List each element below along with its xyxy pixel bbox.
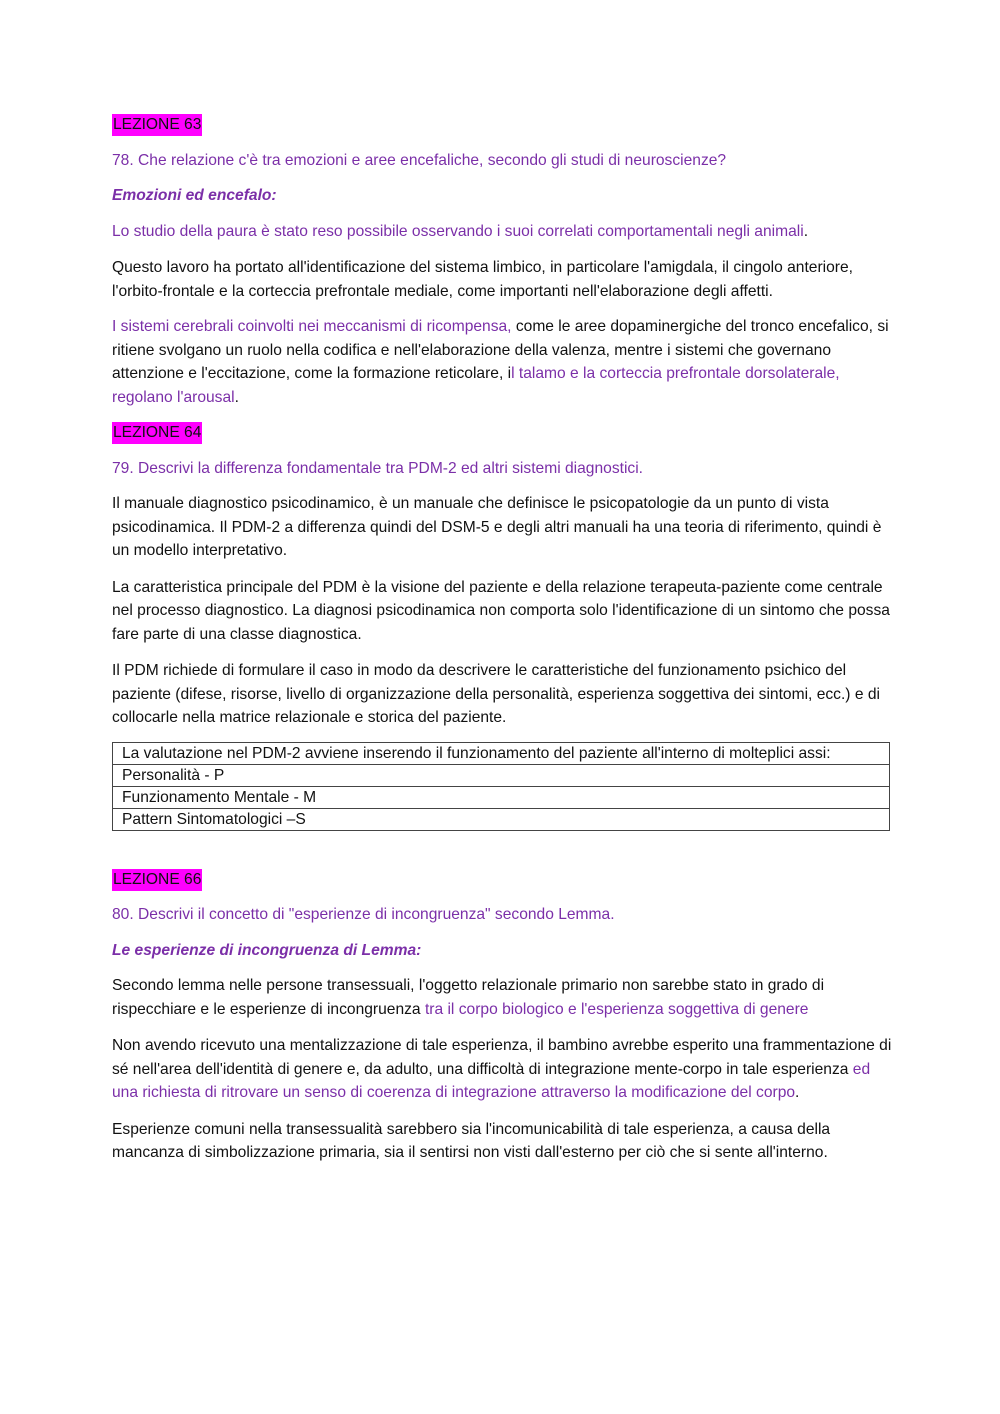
table-cell: Pattern Sintomatologici –S [113, 808, 890, 830]
assi-table [112, 742, 890, 831]
question-80: 80. Descrivi il concetto di "esperienze di incongruenza" secondo Lemma. [112, 906, 615, 923]
paragraph-mentalizzazione-highlight: ed una richiesta di ritrovare un senso di coerenza di integrazione attraverso la modificazione del corpo [112, 1060, 871, 1101]
paragraph-lemma [112, 974, 892, 1021]
paragraph-ricompensa [112, 315, 892, 409]
heading-esperienze-incongruenza: Le esperienze di incongruenza di Lemma: [112, 941, 422, 959]
paragraph-ricompensa-highlight-1: I sistemi cerebrali coinvolti nei meccanismi di ricompensa, [112, 318, 512, 335]
paragraph-sistema-limbico: Questo lavoro ha portato all'identificazione del sistema limbico, in particolare l'amigdala, il cingolo anteriore, l'orbito-frontale e la corteccia prefrontale mediale, come importanti nell'elaborazione degli affetti. [112, 259, 853, 300]
paragraph-paura-highlight: Lo studio della paura è stato reso possibile osservando i suoi correlati comportamentali negli animali [112, 222, 804, 240]
paragraph-mentalizzazione-body: Non avendo ricevuto una mentalizzazione di tale esperienza, il bambino avrebbe esperito una frammentazione di sé nell'area dell'identità di genere e, da adulto, una difficoltà di integrazione mente-corpo in tale esperienza [112, 1037, 892, 1078]
table-row [113, 808, 890, 830]
paragraph-ricompensa-body: come le aree dopaminergiche del tronco encefalico, si ritiene svolgano un ruolo nella codifica e nell'elaborazione della valenza, mentre i sistemi che governano attenzione e l'eccitazione, come la formazione reticolare, i [112, 318, 889, 382]
paragraph-caratteristica: La caratteristica principale del PDM è la visione del paziente e della relazione terapeuta-paziente come centrale nel processo diagnostico. La diagnosi psicodinamica non comporta solo l'identificazione di un sintomo che possa fare parte di una classe diagnostica. [112, 578, 890, 643]
lesson-66-section [112, 868, 892, 892]
lesson-64-section [112, 421, 892, 445]
paragraph-ricompensa-end: . [234, 388, 239, 406]
table-row [113, 786, 890, 808]
paragraph-mentalizzazione [112, 1034, 892, 1105]
heading-emozioni-encefalo: Emozioni ed encefalo: [112, 187, 277, 204]
paragraph-esperienze-comuni: Esperienze comuni nella transessualità sarebbero sia l'incomunicabilità di tale esperienza, a causa della mancanza di simbolizzazione primaria, sia il sentirsi non visti dall'esterno per ciò che si sente all'interno. [112, 1120, 831, 1161]
question-78: 78. Che relazione c'è tra emozioni e aree encefaliche, secondo gli studi di neuroscienze? [112, 151, 727, 169]
lesson-66-label: LEZIONE 66 [112, 869, 202, 891]
lesson-63-section [112, 113, 892, 137]
lesson-63-label: LEZIONE 63 [112, 114, 202, 136]
paragraph-mentalizzazione-end: . [795, 1084, 800, 1101]
paragraph-pdm-caso: Il PDM richiede di formulare il caso in modo da descrivere le caratteristiche del funzionamento psichico del paziente (difese, risorse, livello di organizzazione della personalità, esperienza soggettiva dei sintomi, ecc.) e di collocarle nella matrice relazionale e storica del paziente. [112, 662, 880, 726]
table-cell: Funzionamento Mentale - M [113, 786, 890, 808]
paragraph-manuale: Il manuale diagnostico psicodinamico, è un manuale che definisce le psicopatologie da un punto di vista psicodinamica. Il PDM-2 a differenza quindi del DSM-5 e degli altri manuali ha una teoria di riferimento, quindi è un modello interpretativo. [112, 495, 882, 559]
paragraph-ricompensa-highlight-2: l talamo e la corteccia prefrontale dorsolaterale, regolano l'arousal [112, 365, 840, 406]
table-cell: Personalità - P [113, 764, 890, 786]
table-cell: La valutazione nel PDM-2 avviene inserendo il funzionamento del paziente all'interno di molteplici assi: [113, 742, 890, 764]
table-row [113, 742, 890, 764]
paragraph-paura [112, 220, 892, 244]
lesson-64-label: LEZIONE 64 [112, 422, 202, 444]
paragraph-paura-end: . [803, 222, 809, 240]
question-79: 79. Descrivi la differenza fondamentale tra PDM-2 ed altri sistemi diagnostici. [112, 459, 644, 477]
table-row [113, 764, 890, 786]
paragraph-lemma-body: Secondo lemma nelle persone transessuali, l'oggetto relazionale primario non sarebbe stato in grado di rispecchiare e le esperienze di incongruenza [112, 977, 825, 1018]
document-page [112, 113, 892, 1165]
paragraph-lemma-highlight: tra il corpo biologico e l'esperienza soggettiva di genere [424, 1000, 809, 1018]
